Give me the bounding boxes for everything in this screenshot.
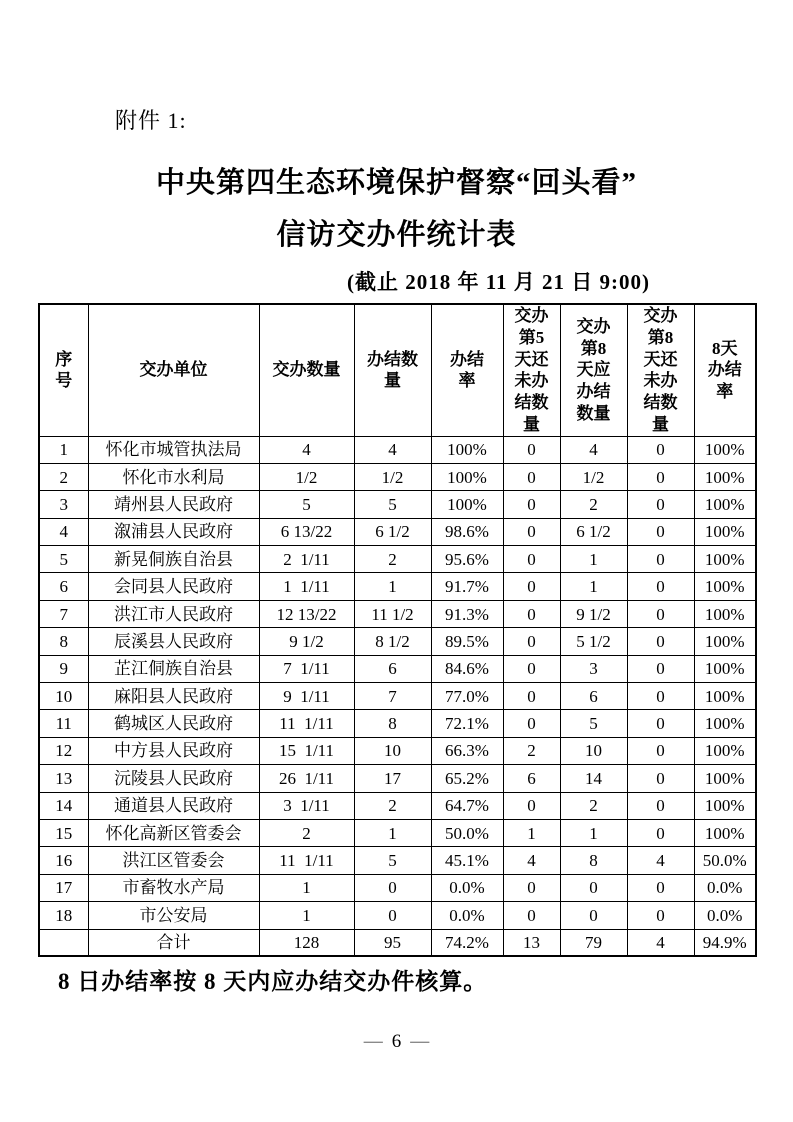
table-cell: 100% <box>694 683 756 710</box>
table-row <box>39 573 756 600</box>
table-cell: 5 <box>560 710 627 737</box>
table-cell: 0 <box>503 683 560 710</box>
table-cell: 0 <box>503 546 560 573</box>
table-row <box>39 792 756 819</box>
table-cell: 4 <box>560 436 627 463</box>
table-cell: 11 1/2 <box>354 600 431 627</box>
table-cell: 1 <box>354 819 431 846</box>
table-row <box>39 710 756 737</box>
table-cell: 怀化高新区管委会 <box>88 819 259 846</box>
table-row <box>39 655 756 682</box>
table-cell: 4 <box>354 436 431 463</box>
table-row <box>39 600 756 627</box>
table-cell: 1 <box>560 546 627 573</box>
table-cell: 9 <box>39 655 88 682</box>
page-number-value: 6 <box>391 1031 402 1052</box>
table-cell: 14 <box>560 765 627 792</box>
table-cell: 0.0% <box>694 902 756 929</box>
table-row <box>39 874 756 901</box>
table-cell: 1/2 <box>259 463 354 490</box>
table-cell: 95 <box>354 929 431 956</box>
table-cell: 0 <box>627 518 694 545</box>
table-cell: 1 <box>39 436 88 463</box>
table-cell: 0 <box>627 573 694 600</box>
table-cell: 17 <box>39 874 88 901</box>
table-cell: 0 <box>503 655 560 682</box>
table-cell: 66.3% <box>431 737 503 764</box>
document-title-line1: 中央第四生态环境保护督察“回头看” <box>155 167 637 199</box>
table-cell: 0 <box>503 436 560 463</box>
document-title <box>0 157 793 261</box>
table-cell: 1 <box>560 819 627 846</box>
table-cell: 8 1/2 <box>354 628 431 655</box>
table-cell: 26 1/11 <box>259 765 354 792</box>
page-number-dash-left: — <box>363 1031 383 1052</box>
column-header-9: 8天办结率 <box>694 304 756 436</box>
table-cell: 0 <box>627 655 694 682</box>
table-cell: 鹤城区人民政府 <box>88 710 259 737</box>
table-cell: 12 <box>39 737 88 764</box>
table-row <box>39 737 756 764</box>
table-cell: 0 <box>627 902 694 929</box>
table-cell: 芷江侗族自治县 <box>88 655 259 682</box>
table-cell: 100% <box>431 463 503 490</box>
table-cell: 94.9% <box>694 929 756 956</box>
table-cell: 6 <box>354 655 431 682</box>
table-cell: 100% <box>694 518 756 545</box>
subtitle-cutoff-datetime: (截止 2018 年 11 月 21 日 9:00) <box>346 270 651 294</box>
table-cell: 1 <box>503 819 560 846</box>
table-cell: 1/2 <box>560 463 627 490</box>
table-row <box>39 902 756 929</box>
column-header-5: 办结率 <box>431 304 503 436</box>
table-cell: 100% <box>694 546 756 573</box>
table-cell: 1 <box>560 573 627 600</box>
table-cell: 0 <box>627 600 694 627</box>
table-cell: 6 13/22 <box>259 518 354 545</box>
table-cell: 沅陵县人民政府 <box>88 765 259 792</box>
table-cell: 100% <box>694 710 756 737</box>
table-cell: 100% <box>694 765 756 792</box>
table-cell: 100% <box>431 491 503 518</box>
table-cell: 89.5% <box>431 628 503 655</box>
table-cell: 2 <box>503 737 560 764</box>
table-cell: 1 <box>259 902 354 929</box>
table-cell: 4 <box>503 847 560 874</box>
table-cell: 0 <box>354 902 431 929</box>
table-cell: 50.0% <box>431 819 503 846</box>
table-cell: 4 <box>627 929 694 956</box>
table-cell: 100% <box>694 655 756 682</box>
table-row <box>39 765 756 792</box>
table-cell: 100% <box>694 737 756 764</box>
table-cell: 13 <box>39 765 88 792</box>
table-cell: 0 <box>627 491 694 518</box>
table-cell: 市公安局 <box>88 902 259 929</box>
table-cell: 0.0% <box>431 874 503 901</box>
table-cell: 2 <box>259 819 354 846</box>
table-cell: 11 1/11 <box>259 710 354 737</box>
table-cell: 4 <box>627 847 694 874</box>
table-cell: 45.1% <box>431 847 503 874</box>
table-cell: 79 <box>560 929 627 956</box>
table-cell: 100% <box>694 792 756 819</box>
table-cell: 6 <box>560 683 627 710</box>
table-cell: 怀化市水利局 <box>88 463 259 490</box>
table-cell: 11 <box>39 710 88 737</box>
table-cell: 新晃侗族自治县 <box>88 546 259 573</box>
document-title-line2: 信访交办件统计表 <box>276 219 517 251</box>
table-cell: 5 <box>259 491 354 518</box>
table-cell: 64.7% <box>431 792 503 819</box>
table-cell: 2 1/11 <box>259 546 354 573</box>
page-number-dash-right: — <box>410 1031 430 1052</box>
table-cell: 91.3% <box>431 600 503 627</box>
table-header-row <box>39 304 756 436</box>
table-cell: 6 <box>503 765 560 792</box>
table-cell: 0 <box>627 792 694 819</box>
table-cell: 0 <box>503 573 560 600</box>
table-cell: 5 <box>354 491 431 518</box>
table-cell: 0.0% <box>431 902 503 929</box>
column-header-4: 办结数量 <box>354 304 431 436</box>
table-cell: 65.2% <box>431 765 503 792</box>
table-cell: 100% <box>694 819 756 846</box>
table-cell: 5 1/2 <box>560 628 627 655</box>
table-cell: 100% <box>694 600 756 627</box>
table-cell: 怀化市城管执法局 <box>88 436 259 463</box>
table-cell: 100% <box>694 628 756 655</box>
table-cell: 95.6% <box>431 546 503 573</box>
table-cell: 市畜牧水产局 <box>88 874 259 901</box>
table-cell: 2 <box>560 491 627 518</box>
table-cell: 麻阳县人民政府 <box>88 683 259 710</box>
table-cell: 74.2% <box>431 929 503 956</box>
table-cell: 9 1/2 <box>259 628 354 655</box>
column-header-8: 交办第8天还未办结数量 <box>627 304 694 436</box>
table-cell: 会同县人民政府 <box>88 573 259 600</box>
table-cell: 77.0% <box>431 683 503 710</box>
table-cell: 0 <box>627 436 694 463</box>
column-header-6: 交办第5天还未办结数量 <box>503 304 560 436</box>
table-cell: 91.7% <box>431 573 503 600</box>
table-cell: 合计 <box>88 929 259 956</box>
table-cell: 3 <box>39 491 88 518</box>
table-cell: 洪江区管委会 <box>88 847 259 874</box>
column-header-1: 序号 <box>39 304 88 436</box>
table-cell: 6 1/2 <box>560 518 627 545</box>
column-header-7: 交办第8天应办结数量 <box>560 304 627 436</box>
table-cell: 中方县人民政府 <box>88 737 259 764</box>
table-cell: 128 <box>259 929 354 956</box>
table-cell: 1 1/11 <box>259 573 354 600</box>
table-cell: 98.6% <box>431 518 503 545</box>
table-cell: 10 <box>560 737 627 764</box>
table-cell: 0 <box>503 463 560 490</box>
table-cell: 5 <box>354 847 431 874</box>
table-cell: 辰溪县人民政府 <box>88 628 259 655</box>
table-row <box>39 491 756 518</box>
table-cell: 0 <box>627 683 694 710</box>
table-cell: 1/2 <box>354 463 431 490</box>
table-cell: 0 <box>503 792 560 819</box>
table-row <box>39 819 756 846</box>
page-number <box>0 1031 793 1053</box>
table-cell: 100% <box>694 573 756 600</box>
table-cell: 9 1/11 <box>259 683 354 710</box>
table-cell: 72.1% <box>431 710 503 737</box>
table-cell: 100% <box>431 436 503 463</box>
table-cell: 7 1/11 <box>259 655 354 682</box>
table-cell: 84.6% <box>431 655 503 682</box>
column-header-3: 交办数量 <box>259 304 354 436</box>
table-cell: 0 <box>627 546 694 573</box>
column-header-2: 交办单位 <box>88 304 259 436</box>
table-cell: 2 <box>354 546 431 573</box>
table-cell: 14 <box>39 792 88 819</box>
table-cell: 靖州县人民政府 <box>88 491 259 518</box>
statistics-table <box>38 303 757 957</box>
table-cell: 0 <box>560 902 627 929</box>
table-cell: 3 1/11 <box>259 792 354 819</box>
table-cell: 8 <box>354 710 431 737</box>
table-cell: 0 <box>503 491 560 518</box>
table-cell: 16 <box>39 847 88 874</box>
table-cell: 15 <box>39 819 88 846</box>
table-cell: 0 <box>503 710 560 737</box>
table-cell: 0 <box>503 518 560 545</box>
total-row <box>39 929 756 956</box>
table-row <box>39 847 756 874</box>
table-cell: 2 <box>560 792 627 819</box>
table-cell: 溆浦县人民政府 <box>88 518 259 545</box>
table-cell: 18 <box>39 902 88 929</box>
table-cell: 5 <box>39 546 88 573</box>
table-cell: 15 1/11 <box>259 737 354 764</box>
table-cell: 0 <box>627 737 694 764</box>
table-cell: 1 <box>354 573 431 600</box>
table-row <box>39 436 756 463</box>
table-cell: 3 <box>560 655 627 682</box>
table-cell: 洪江市人民政府 <box>88 600 259 627</box>
table-cell: 50.0% <box>694 847 756 874</box>
table-cell: 0 <box>560 874 627 901</box>
table-cell: 100% <box>694 436 756 463</box>
table-cell: 0 <box>627 710 694 737</box>
attachment-label: 附件 1: <box>115 108 187 133</box>
table-row <box>39 683 756 710</box>
table-cell: 0 <box>627 819 694 846</box>
table-cell: 4 <box>39 518 88 545</box>
table-row <box>39 518 756 545</box>
table-cell: 0 <box>503 902 560 929</box>
table-cell <box>39 929 88 956</box>
table-cell: 13 <box>503 929 560 956</box>
table-row <box>39 628 756 655</box>
table-cell: 100% <box>694 463 756 490</box>
table-cell: 8 <box>560 847 627 874</box>
table-cell: 0 <box>503 628 560 655</box>
table-row <box>39 546 756 573</box>
table-cell: 10 <box>39 683 88 710</box>
table-cell: 通道县人民政府 <box>88 792 259 819</box>
table-cell: 0 <box>627 765 694 792</box>
table-cell: 0 <box>354 874 431 901</box>
table-cell: 8 <box>39 628 88 655</box>
table-cell: 0 <box>627 628 694 655</box>
table-cell: 7 <box>39 600 88 627</box>
table-cell: 10 <box>354 737 431 764</box>
table-cell: 1 <box>259 874 354 901</box>
table-cell: 0 <box>627 874 694 901</box>
table-cell: 2 <box>354 792 431 819</box>
table-cell: 12 13/22 <box>259 600 354 627</box>
table-cell: 6 <box>39 573 88 600</box>
table-cell: 0 <box>627 463 694 490</box>
table-cell: 0.0% <box>694 874 756 901</box>
table-cell: 7 <box>354 683 431 710</box>
table-cell: 9 1/2 <box>560 600 627 627</box>
table-cell: 2 <box>39 463 88 490</box>
table-cell: 6 1/2 <box>354 518 431 545</box>
footnote: 8 日办结率按 8 天内应办结交办件核算。 <box>58 969 488 994</box>
table-cell: 4 <box>259 436 354 463</box>
table-cell: 100% <box>694 491 756 518</box>
table-row <box>39 463 756 490</box>
table-cell: 0 <box>503 874 560 901</box>
table-cell: 11 1/11 <box>259 847 354 874</box>
table-cell: 0 <box>503 600 560 627</box>
table-cell: 17 <box>354 765 431 792</box>
